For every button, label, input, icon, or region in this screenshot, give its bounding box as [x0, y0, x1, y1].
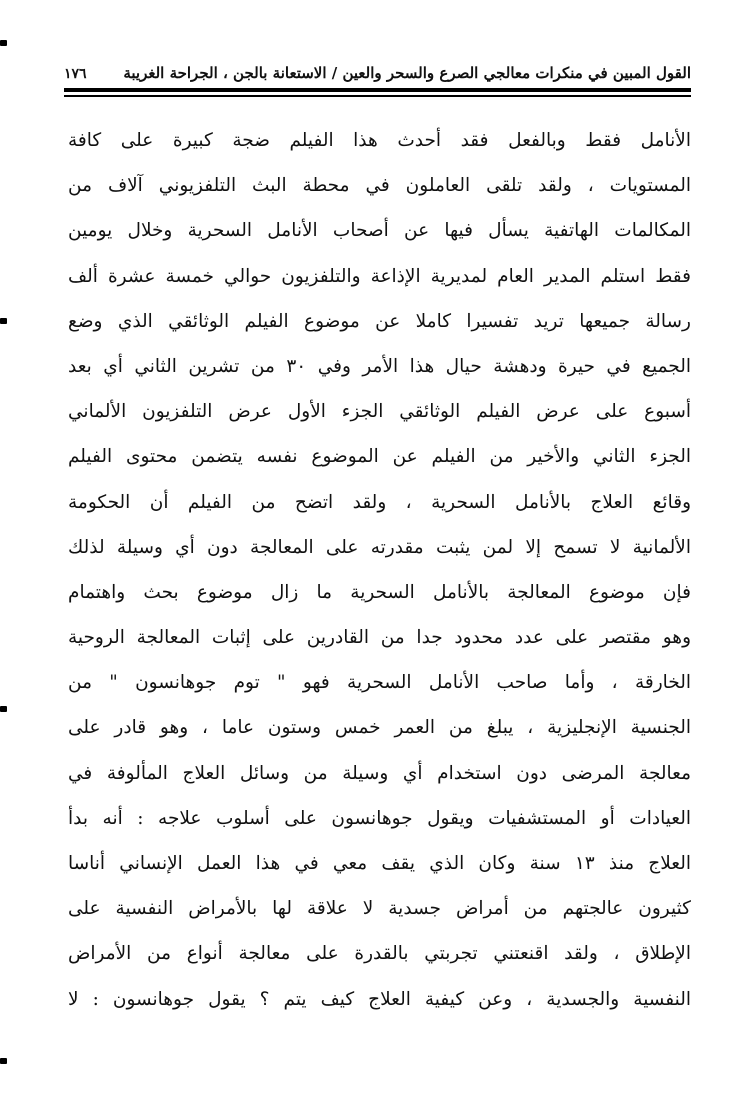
- text-line: الأنامل فقط وبالفعل فقد أحدث هذا الفيلم ضجة كبيرة على كافة: [68, 130, 691, 151]
- header-rule-thin: [64, 95, 691, 97]
- text-line: المستويات ، ولقد تلقى العاملون في محطة البث التلفزيوني آلاف من: [68, 175, 691, 197]
- text-line: رسالة جميعها تريد تفسيرا كاملا عن موضوع الفيلم الوثائقي الذي وضع: [68, 310, 691, 332]
- page-number: ١٧٦: [64, 66, 87, 82]
- text-line: المكالمات الهاتفية يسأل فيها عن أصحاب الأنامل السحرية وخلال يومين: [68, 220, 691, 242]
- header-rule-thick: [64, 88, 691, 92]
- margin-mark-top: [0, 40, 7, 46]
- margin-mark-bottom: [0, 1058, 7, 1064]
- margin-mark-lower-middle: [0, 706, 7, 712]
- text-line: وهو مقتصر على عدد محدود جدا من القادرين على إثبات المعالجة الروحية: [68, 627, 691, 649]
- text-line: العلاج منذ ١٣ سنة وكان الذي يقف معي في هذا العمل الإنساني أناسا: [68, 853, 691, 874]
- text-line: الألمانية لا تسمح إلا لمن يثبت مقدرته على المعالجة دون أي وسيلة لذلك: [68, 536, 691, 558]
- running-header-title: القول المبين في منكرات معالجي الصرع والسحر والعين / الاستعانة بالجن ، الجراحة الغريبة: [123, 64, 691, 82]
- text-line: الخارقة ، وأما صاحب الأنامل السحرية فهو " توم جوهانسون " من: [68, 672, 691, 694]
- text-line: كثيرون عالجتهم من أمراض جسدية لا علاقة لها بالأمراض النفسية على: [68, 898, 691, 920]
- text-line: أسبوع على عرض الفيلم الوثائقي الجزء الأول عرض التلفزيون الألماني: [68, 401, 691, 423]
- text-line: فإن موضوع المعالجة بالأنامل السحرية ما زال موضوع بحث واهتمام: [68, 581, 691, 603]
- running-header: [64, 52, 691, 82]
- margin-mark-upper-middle: [0, 318, 7, 324]
- text-line: فقط استلم المدير العام لمديرية الإذاعة والتلفزيون حوالي خمسة عشرة ألف: [68, 265, 691, 287]
- text-line: وقائع العلاج بالأنامل السحرية ، ولقد اتضح من الفيلم أن الحكومة: [68, 491, 691, 513]
- text-line: معالجة المرضى دون استخدام أي وسيلة من وسائل العلاج المألوفة في: [68, 762, 691, 784]
- text-line: الإطلاق ، ولقد اقنعتني تجربتي بالقدرة على معالجة أنواع من الأمراض: [68, 943, 691, 965]
- text-line: العيادات أو المستشفيات ويقول جوهانسون على أسلوب علاجه : أنه بدأ: [68, 807, 691, 829]
- body-text: [68, 118, 691, 1022]
- text-line: الجزء الثاني والأخير من الفيلم عن الموضوع نفسه يتضمن محتوى الفيلم: [68, 446, 691, 468]
- text-line: الجنسية الإنجليزية ، يبلغ من العمر خمس وستون عاما ، وهو قادر على: [68, 717, 691, 739]
- text-line: النفسية والجسدية ، وعن كيفية العلاج كيف يتم ؟ يقول جوهانسون : لا: [68, 988, 691, 1010]
- text-line: الجميع في حيرة ودهشة حيال هذا الأمر وفي ٣٠ من تشرين الثاني أي بعد: [68, 355, 691, 377]
